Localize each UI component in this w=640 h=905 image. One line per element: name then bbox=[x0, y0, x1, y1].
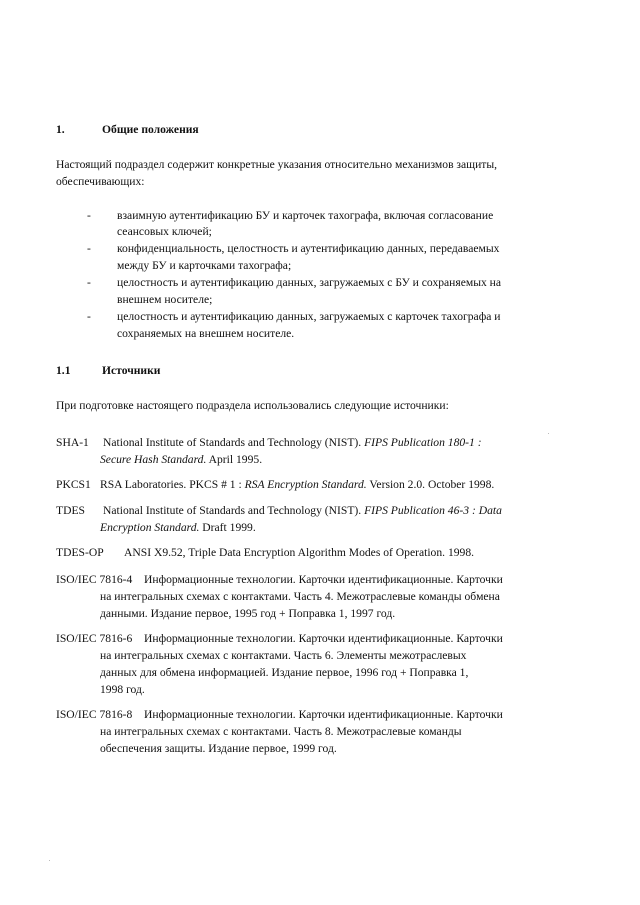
ref-key-iso-7816-8: ISO/IEC 7816-8 bbox=[56, 708, 133, 721]
ref-iso6-line-4: 1998 год. bbox=[100, 683, 145, 696]
ref-title: Secure Hash Standard. bbox=[100, 453, 207, 466]
ref-text: Draft 1999. bbox=[199, 521, 256, 534]
bullet-dash: - bbox=[87, 242, 91, 255]
intro-line-2: обеспечивающих: bbox=[56, 175, 145, 188]
ref-tdes-line-1 bbox=[103, 502, 603, 519]
ref-key-iso-7816-6: ISO/IEC 7816-6 bbox=[56, 632, 133, 645]
ref-tdes-op-line-1: ANSI X9.52, Triple Data Encryption Algorithm Modes of Operation. 1998. bbox=[124, 546, 475, 559]
ref-title: FIPS Publication 46-3 : Data bbox=[364, 504, 502, 517]
section-title: Общие положения bbox=[102, 123, 199, 136]
ref-text: National Institute of Standards and Technology (NIST). bbox=[103, 436, 365, 449]
bullet-1-line-1: взаимную аутентификацию БУ и карточек тахографа, включая согласование bbox=[117, 209, 494, 222]
ref-key-iso-7816-4: ISO/IEC 7816-4 bbox=[56, 573, 133, 586]
bullet-dash: - bbox=[87, 310, 91, 323]
ref-title: FIPS Publication 180-1 : bbox=[364, 436, 482, 449]
section-number: 1. bbox=[56, 123, 65, 136]
scan-speck bbox=[49, 860, 50, 861]
ref-text: National Institute of Standards and Technology (NIST). bbox=[103, 504, 365, 517]
bullet-4-line-1: целостность и аутентификацию данных, загружаемых с карточек тахографа и bbox=[117, 310, 501, 323]
ref-text: RSA Laboratories. PKCS # 1 : bbox=[100, 478, 245, 491]
bullet-4-line-2: сохраняемых на внешнем носителе. bbox=[117, 327, 295, 340]
ref-text: Version 2.0. October 1998. bbox=[366, 478, 495, 491]
subsection-title: Источники bbox=[102, 364, 161, 377]
sources-intro: При подготовке настоящего подраздела использовались следующие источники: bbox=[56, 399, 449, 412]
bullet-1-line-2: сеансовых ключей; bbox=[117, 225, 212, 238]
ref-sha1-line-2 bbox=[100, 451, 550, 468]
intro-line-1: Настоящий подраздел содержит конкретные указания относительно механизмов защиты, bbox=[56, 158, 498, 171]
bullet-2-line-2: между БУ и карточками тахографа; bbox=[117, 259, 292, 272]
ref-iso4-line-2: на интегральных схемах с контактами. Часть 4. Межотраслевые команды обмена bbox=[100, 590, 500, 603]
bullet-2-line-1: конфиденциальность, целостность и аутентификацию данных, передаваемых bbox=[117, 242, 500, 255]
ref-pkcs1-line-1 bbox=[100, 476, 600, 493]
scan-speck bbox=[548, 433, 549, 434]
ref-iso4-line-3: данными. Издание первое, 1995 год + Поправка 1, 1997 год. bbox=[100, 607, 396, 620]
bullet-3-line-1: целостность и аутентификацию данных, загружаемых с БУ и сохраняемых на bbox=[117, 276, 502, 289]
ref-key-tdes-op: TDES-OP bbox=[56, 546, 104, 559]
ref-title: RSA Encryption Standard. bbox=[244, 478, 367, 491]
subsection-number: 1.1 bbox=[56, 364, 71, 377]
ref-iso8-line-2: на интегральных схемах с контактами. Часть 8. Межотраслевые команды bbox=[100, 725, 462, 738]
ref-key-tdes: TDES bbox=[56, 504, 85, 517]
ref-iso8-line-1: Информационные технологии. Карточки идентификационные. Карточки bbox=[144, 708, 503, 721]
ref-sha1-line-1 bbox=[103, 434, 603, 451]
ref-text: April 1995. bbox=[206, 453, 263, 466]
ref-key-pkcs1: PKCS1 bbox=[56, 478, 91, 491]
ref-iso4-line-1: Информационные технологии. Карточки идентификационные. Карточки bbox=[144, 573, 503, 586]
ref-iso8-line-3: обеспечения защиты. Издание первое, 1999 год. bbox=[100, 742, 337, 755]
ref-iso6-line-2: на интегральных схемах с контактами. Часть 6. Элементы межотраслевых bbox=[100, 649, 467, 662]
ref-title: Encryption Standard. bbox=[100, 521, 200, 534]
ref-tdes-line-2 bbox=[100, 519, 550, 536]
bullet-3-line-2: внешнем носителе; bbox=[117, 293, 213, 306]
ref-iso6-line-3: данных для обмена информацией. Издание первое, 1996 год + Поправка 1, bbox=[100, 666, 469, 679]
ref-iso6-line-1: Информационные технологии. Карточки идентификационные. Карточки bbox=[144, 632, 503, 645]
bullet-dash: - bbox=[87, 209, 91, 222]
ref-key-sha1: SHA-1 bbox=[56, 436, 89, 449]
bullet-dash: - bbox=[87, 276, 91, 289]
